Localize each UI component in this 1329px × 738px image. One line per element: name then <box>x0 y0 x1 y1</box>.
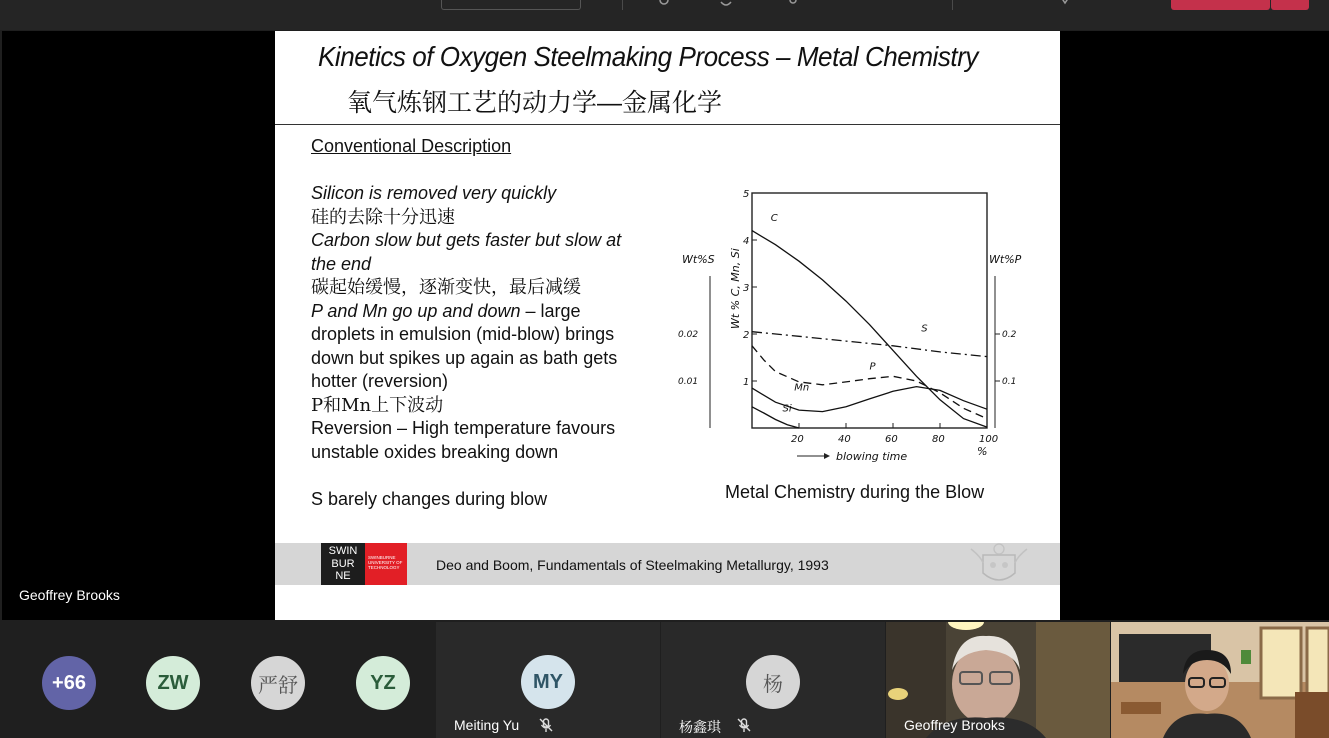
slide-body <box>311 135 671 511</box>
y-axis-label: Wt % C, Mn, Si <box>729 248 742 329</box>
p-tick-label: 0.1 <box>1002 377 1017 387</box>
series-label-si: Si <box>782 403 792 415</box>
slide-title-english: Kinetics of Oxygen Steelmaking Process – Metal Chemistry <box>318 41 978 72</box>
plot-frame <box>752 193 987 428</box>
body-line: 硅的去除十分迅速 <box>311 206 455 227</box>
y-tick-label: 1 <box>743 377 750 388</box>
p-tick-label: 0.2 <box>1002 330 1017 340</box>
x-tick-label: 40 <box>838 434 851 445</box>
body-line: 碳起始缓慢，逐渐变快，最后减缓 <box>311 277 581 297</box>
body-line: unstable oxides breaking down <box>311 441 559 462</box>
chart-caption: Metal Chemistry during the Blow <box>725 482 985 502</box>
leave-dropdown-button[interactable] <box>1271 0 1309 10</box>
slide-title-chinese: 氧气炼钢工艺的动力学—金属化学 <box>347 89 723 117</box>
s-axis-label: Wt%S <box>682 253 715 266</box>
participant-avatar: MY <box>521 655 575 709</box>
section-heading: Conventional Description <box>311 136 512 156</box>
body-line: Reversion – High temperature favours <box>311 418 616 438</box>
toolbar-divider <box>952 0 953 10</box>
meeting-toolbar <box>0 0 1329 30</box>
series-line-c <box>752 231 987 428</box>
reference-citation: Deo and Boom, Fundamentals of Steelmaking Metallurgy, 1993 <box>436 557 829 573</box>
body-line: Silicon is removed very quickly <box>311 183 557 203</box>
participant-name: 杨鑫琪 <box>679 719 721 735</box>
series-label-mn: Mn <box>794 382 810 394</box>
participant-name: Meiting Yu <box>454 717 520 733</box>
body-line-rest: – large <box>520 300 581 321</box>
body-line: hotter (reversion) <box>311 371 449 391</box>
body-line: P和Mn上下波动 <box>311 394 444 416</box>
more-participants-button[interactable]: +66 <box>42 656 96 710</box>
y-tick-label: 2 <box>743 330 750 341</box>
raise-hand-icon[interactable] <box>1058 0 1072 6</box>
webcam-feed-image <box>1111 622 1329 738</box>
video-tile-presenter[interactable] <box>886 622 1110 738</box>
p-axis-label: Wt%P <box>989 253 1022 266</box>
series-label-c: C <box>770 213 778 225</box>
camera-icon[interactable] <box>657 0 671 6</box>
x-tick-label: 20 <box>791 434 804 445</box>
body-line: down but spikes up again as bath gets <box>311 347 618 368</box>
chat-icon[interactable] <box>719 0 733 6</box>
body-line-italic-part: P and Mn go up and down <box>311 300 521 321</box>
x-axis-label: blowing time <box>836 450 908 463</box>
y-tick-label: 4 <box>743 236 750 247</box>
series-label-s: S <box>921 323 928 335</box>
participants-icon[interactable] <box>786 0 800 6</box>
mic-off-icon <box>538 717 554 733</box>
body-line: Carbon slow but gets faster but slow at <box>311 230 622 250</box>
body-line: droplets in emulsion (mid-blow) brings <box>311 324 615 344</box>
participant-name: Geoffrey Brooks <box>904 717 1005 733</box>
x-tick-label: 100 <box>979 434 999 445</box>
s-tick-label: 0.01 <box>678 377 699 387</box>
s-tick-label: 0.02 <box>678 330 699 340</box>
presenter-name-label: Geoffrey Brooks <box>19 587 120 603</box>
series-label-p: P <box>869 361 876 373</box>
metal-chemistry-chart <box>670 181 1040 471</box>
y-tick-label: 3 <box>743 283 750 294</box>
swinburne-logo: SWIN BUR NE SWINBURNE UNIVERSITY OF TECHNOLOGY <box>321 543 407 585</box>
mic-off-icon <box>736 717 752 733</box>
x-tick-label: 60 <box>885 434 898 445</box>
x-tick-label: 80 <box>932 434 945 445</box>
toolbar-divider <box>622 0 623 10</box>
shared-slide <box>275 31 1060 620</box>
participant-avatar[interactable]: YZ <box>356 656 410 710</box>
y-tick-label: 5 <box>743 189 750 200</box>
leave-button[interactable] <box>1171 0 1270 10</box>
participant-avatar: 杨 <box>746 655 800 709</box>
x-unit-label: % <box>977 445 988 458</box>
body-line: the end <box>311 253 372 274</box>
series-line-si <box>752 407 799 428</box>
body-line: S barely changes during blow <box>311 488 548 509</box>
university-crest-icon <box>961 543 1037 585</box>
participant-avatar[interactable]: ZW <box>146 656 200 710</box>
slide-footer <box>275 543 1060 585</box>
body-line <box>311 300 671 324</box>
participant-avatar[interactable]: 严舒 <box>251 656 305 710</box>
video-tile-self[interactable] <box>1111 622 1329 738</box>
toolbar-search-box[interactable] <box>441 0 581 10</box>
series-line-s <box>752 332 987 357</box>
x-axis-arrowhead <box>824 453 830 459</box>
title-divider <box>275 124 1060 125</box>
